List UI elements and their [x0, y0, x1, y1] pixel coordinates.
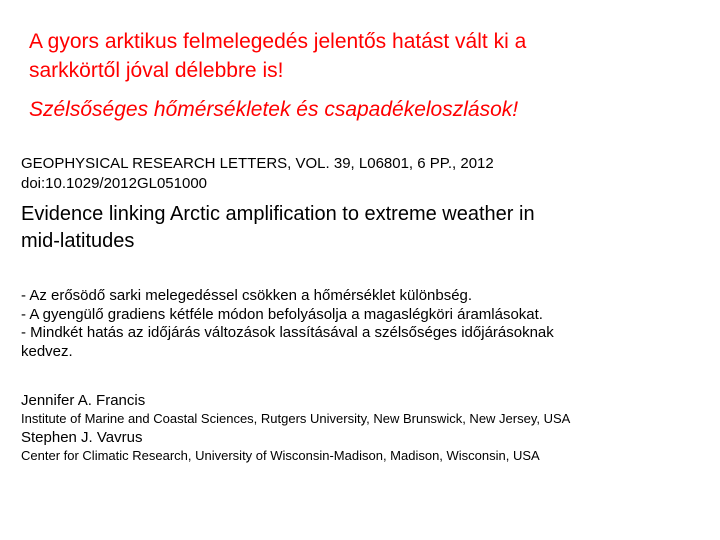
author-affiliation: Institute of Marine and Coastal Sciences, Rutgers University, New Brunswick, New Jersey, USA [21, 411, 571, 426]
paper-title-line-1: Evidence linking Arctic amplification to extreme weather in [21, 203, 535, 225]
summary-point-2: - A gyengülő gradiens kétféle módon befolyásolja a magaslégköri áramlásokat. [21, 305, 543, 323]
doi-reference: doi:10.1029/2012GL051000 [21, 175, 208, 192]
author-list [21, 392, 701, 466]
headline-line-1: A gyors arktikus felmelegedés jelentős hatást vált ki a [29, 30, 527, 53]
summary-point-3 [21, 324, 701, 361]
headline-line-2: sarkkörtől jóval délebbre is! [29, 59, 284, 82]
summary-points [21, 287, 701, 361]
author-entry [21, 392, 701, 427]
summary-point-3-line-2: kedvez. [21, 342, 73, 360]
paper-title-line-2: mid-latitudes [21, 230, 135, 252]
author-name: Stephen J. Vavrus [21, 429, 143, 446]
slide-headline [29, 27, 689, 85]
summary-point-3-line-1: - Mindkét hatás az időjárás változások lassításával a szélsőséges időjárásoknak [21, 324, 554, 341]
paper-title [21, 201, 706, 255]
citation [21, 154, 701, 194]
author-name: Jennifer A. Francis [21, 392, 146, 409]
author-affiliation: Center for Climatic Research, University of Wisconsin-Madison, Madison, Wisconsin, USA [21, 448, 540, 463]
journal-reference: GEOPHYSICAL RESEARCH LETTERS, VOL. 39, L06801, 6 PP., 2012 [21, 155, 494, 172]
author-entry [21, 429, 701, 464]
summary-point-1: - Az erősödő sarki melegedéssel csökken a hőmérséklet különbség. [21, 287, 473, 304]
slide-subheadline: Szélsőséges hőmérsékletek és csapadékeloszlások! [29, 98, 519, 121]
